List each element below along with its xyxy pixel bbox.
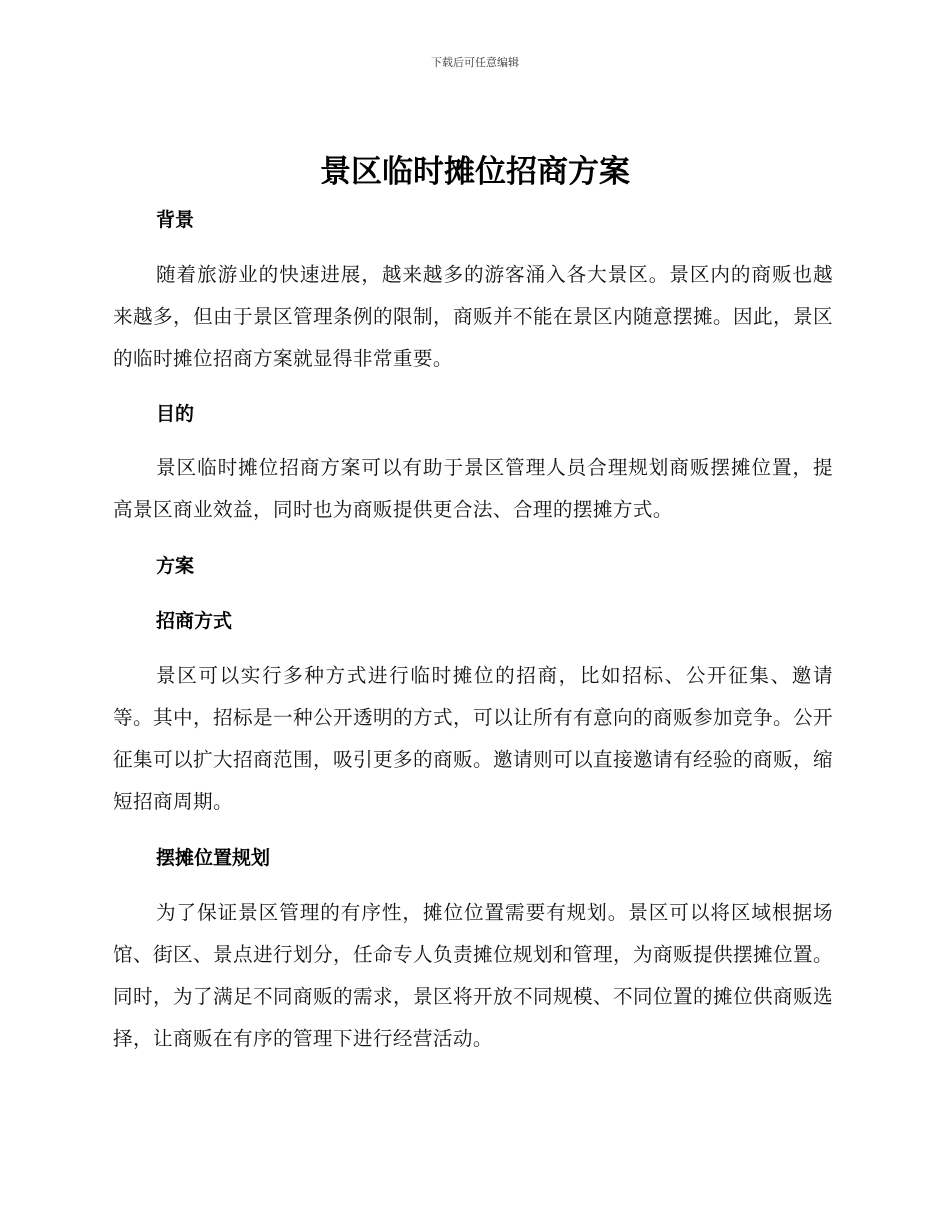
header-note: 下载后可任意编辑 (431, 56, 519, 69)
section-heading-layout: 摆摊位置规划 (156, 847, 271, 869)
document-title: 景区临时摊位招商方案 (320, 154, 630, 190)
section-heading-recruitment: 招商方式 (156, 610, 233, 632)
section-text-recruitment: 景区可以实行多种方式进行临时摊位的招商，比如招标、公开征集、邀请等。其中，招标是一种公开透明的方式，可以让所有有意向的商贩参加竞争。公开征集可以扩大招商范围，吸引更多的商贩。邀请则可以直接邀请有经验的商贩，缩短招商周期。 (113, 664, 833, 813)
section-text-background: 随着旅游业的快速进展，越来越多的游客涌入各大景区。景区内的商贩也越来越多，但由于景区管理条例的限制，商贩并不能在景区内随意摆摊。因此，景区的临时摊位招商方案就显得非常重要。 (113, 263, 833, 370)
section-heading-plan: 方案 (156, 555, 195, 577)
section-heading-background: 背景 (156, 209, 195, 231)
section-heading-purpose: 目的 (156, 403, 195, 425)
section-text-layout: 为了保证景区管理的有序性，摊位位置需要有规划。景区可以将区域根据场馆、街区、景点进行划分，任命专人负责摊位规划和管理，为商贩提供摆摊位置。同时，为了满足不同商贩的需求，景区将开放不同规模、不同位置的摊位供商贩选择，让商贩在有序的管理下进行经营活动。 (113, 901, 833, 1050)
section-text-purpose: 景区临时摊位招商方案可以有助于景区管理人员合理规划商贩摆摊位置，提高景区商业效益，同时也为商贩提供更合法、合理的摆摊方式。 (113, 456, 833, 521)
